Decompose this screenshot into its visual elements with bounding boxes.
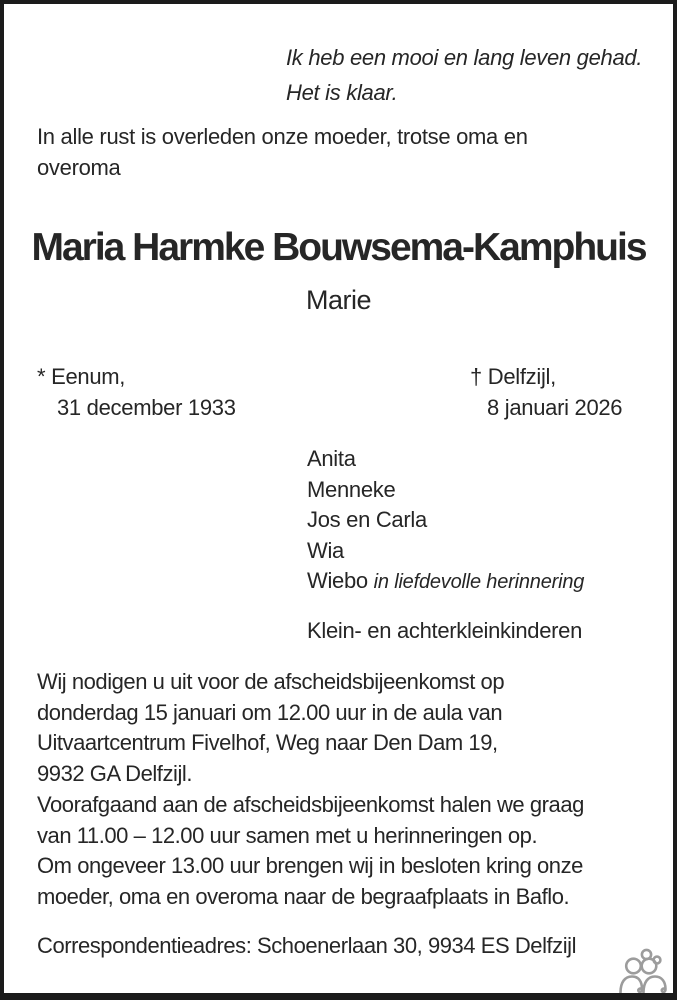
quote-line: Ik heb een mooi en lang leven gehad. [286, 45, 643, 70]
quote-line: Het is klaar. [286, 80, 398, 105]
death-info [470, 361, 622, 423]
invitation-line: donderdag 15 januari om 12.00 uur in de aula van [37, 699, 503, 725]
death-date: 8 januari 2026 [487, 395, 623, 420]
family-member-memorial [307, 566, 584, 598]
memorial-note: in liefdevolle herinnering [373, 571, 585, 593]
announcement-line: overoma [37, 155, 121, 180]
invitation-text [37, 667, 584, 913]
invitation-line: 9932 GA Delfzijl. [37, 761, 192, 787]
invitation-line: moeder, oma en overoma naar de begraafplaats in Baflo. [37, 883, 570, 909]
family-member: Jos en Carla [307, 507, 427, 532]
announcement-line: In alle rust is overleden onze moeder, trotse oma en [37, 124, 528, 149]
family-closing: Klein- en achterkleinkinderen [307, 618, 583, 643]
birth-place: * Eenum, [37, 364, 126, 389]
birth-date: 31 december 1933 [57, 395, 236, 420]
invitation-line: van 11.00 – 12.00 uur samen met u herinneringen op. [37, 822, 538, 848]
invitation-line: Wij nodigen u uit voor de afscheidsbijeenkomst op [37, 669, 505, 694]
announcement-text [37, 121, 528, 183]
correspondence-address: Correspondentieadres: Schoenerlaan 30, 9934 ES Delfzijl [37, 933, 577, 958]
invitation-line: Voorafgaand aan de afscheidsbijeenkomst halen we graag [37, 791, 584, 817]
opening-quote [286, 40, 642, 110]
family-member: Wia [307, 537, 344, 563]
invitation-line: Uitvaartcentrum Fivelhof, Weg naar Den Dam 19, [37, 730, 498, 756]
deceased-nickname: Marie [305, 285, 371, 315]
deceased-name: Maria Harmke Bouwsema-Kamphuis [31, 226, 646, 269]
birth-info [37, 361, 236, 423]
family-member: Menneke [307, 476, 396, 502]
family-member: Anita [307, 446, 356, 471]
family-names-list [307, 444, 584, 598]
death-place: † Delfzijl, [470, 364, 556, 389]
mensenlinq-family-icon [615, 945, 673, 994]
memorial-name: Wiebo [307, 568, 368, 593]
invitation-line: Om ongeveer 13.00 uur brengen wij in besloten kring onze [37, 853, 583, 879]
